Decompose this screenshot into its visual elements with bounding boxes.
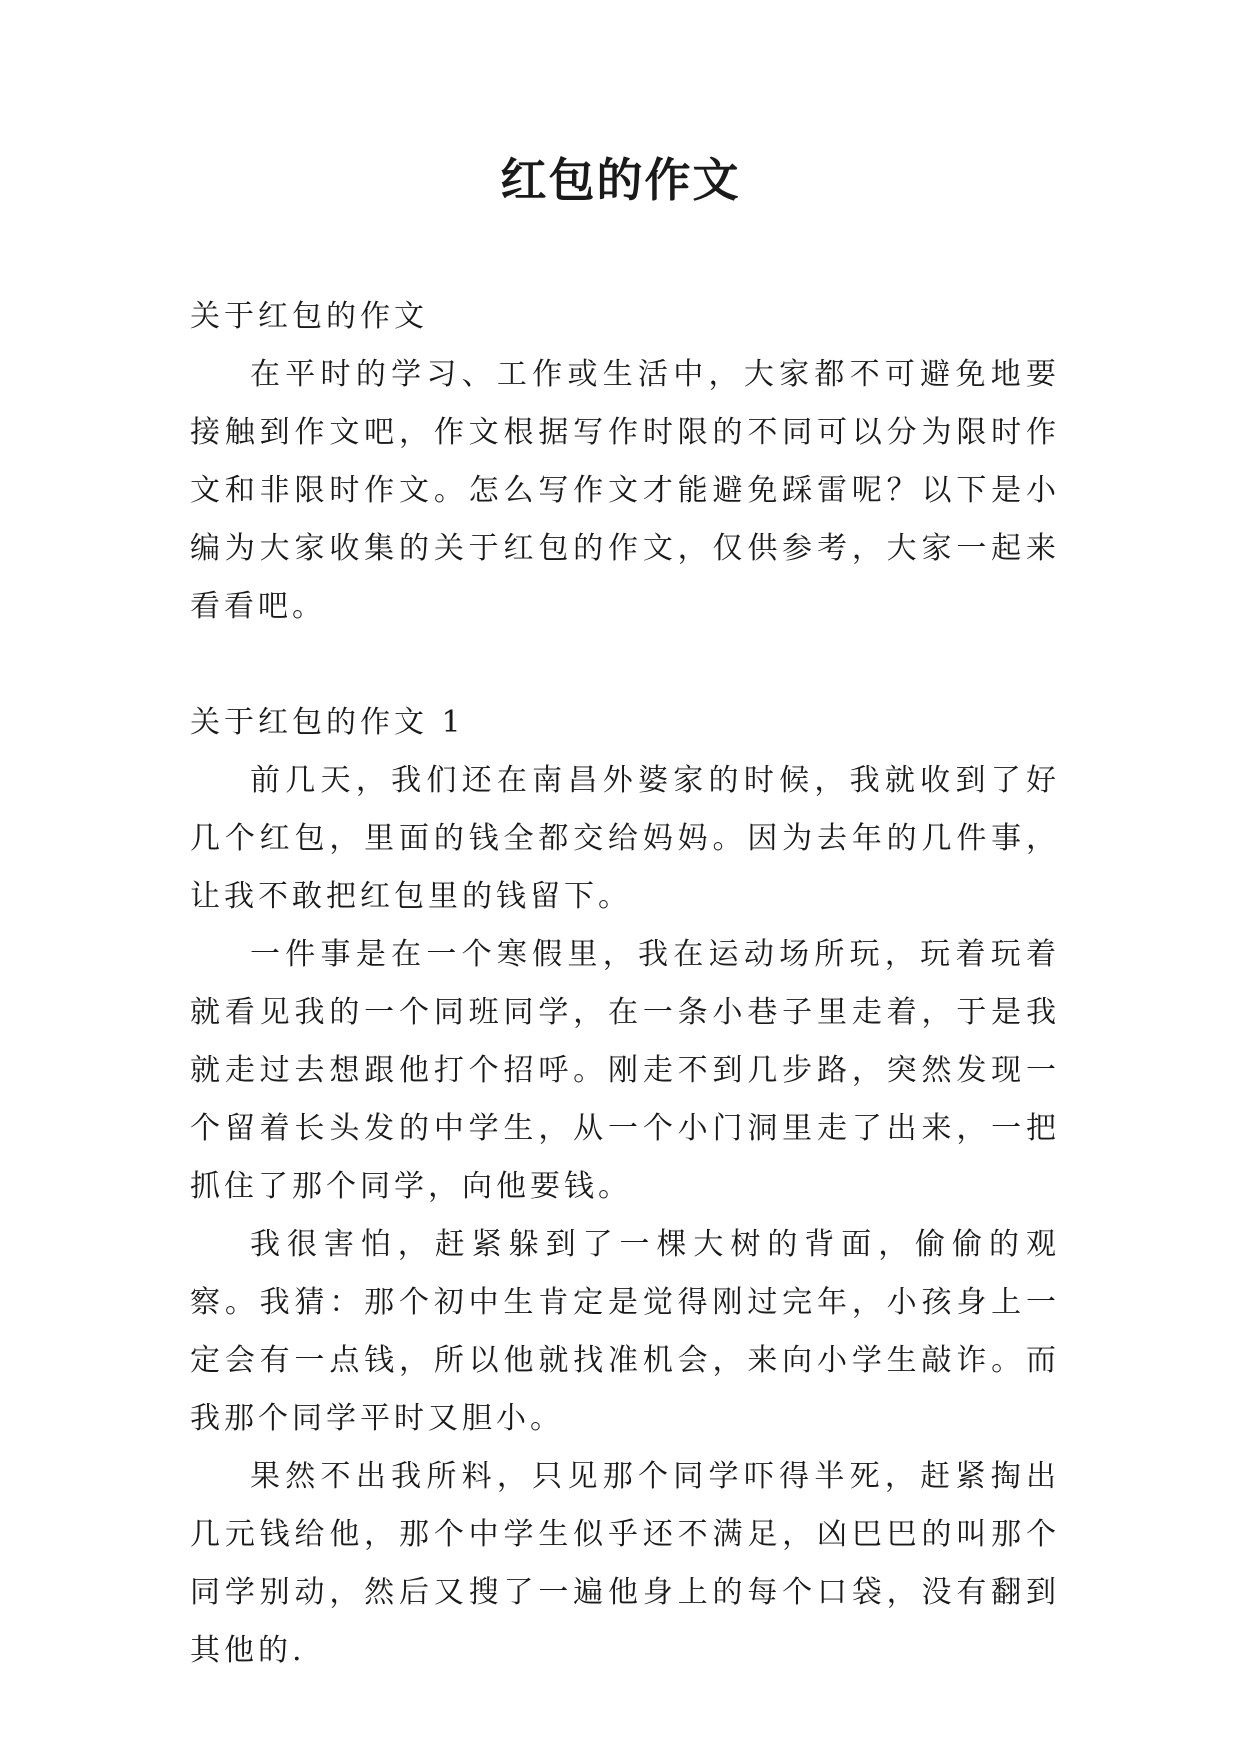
- essay-paragraph: 前几天，我们还在南昌外婆家的时候，我就收到了好几个红包，里面的钱全都交给妈妈。因为去年的几件事，让我不敢把红包里的钱留下。: [190, 763, 1060, 914]
- essay-paragraph: 我很害怕，赶紧躲到了一棵大树的背面，偷偷的观察。我猜：那个初中生肯定是觉得刚过完年，小孩身上一定会有一点钱，所以他就找准机会，来向小学生敲诈。而我那个同学平时又胆小。: [190, 1227, 1060, 1436]
- essay-paragraph: 一件事是在一个寒假里，我在运动场所玩，玩着玩着就看见我的一个同班同学，在一条小巷子里走着，于是我就走过去想跟他打个招呼。刚走不到几步路，突然发现一个留着长头发的中学生，从一个小门洞里走了出来，一把抓住了那个同学，向他要钱。: [190, 937, 1060, 1204]
- intro-heading: 关于红包的作文: [190, 299, 428, 334]
- intro-paragraph: 在平时的学习、工作或生活中，大家都不可避免地要接触到作文吧，作文根据写作时限的不同可以分为限时作文和非限时作文。怎么写作文才能避免踩雷呢？以下是小编为大家收集的关于红包的作文，仅供参考，大家一起来看看吧。: [190, 357, 1060, 624]
- document-body: [190, 288, 1060, 1680]
- document-title: 红包的作文: [500, 153, 741, 207]
- section-spacer: [190, 636, 1060, 694]
- essay-heading: 关于红包的作文 1: [190, 705, 465, 740]
- essay-paragraph: 果然不出我所料，只见那个同学吓得半死，赶紧掏出几元钱给他，那个中学生似乎还不满足，凶巴巴的叫那个同学别动，然后又搜了一遍他身上的每个口袋，没有翻到其他的.: [190, 1459, 1060, 1668]
